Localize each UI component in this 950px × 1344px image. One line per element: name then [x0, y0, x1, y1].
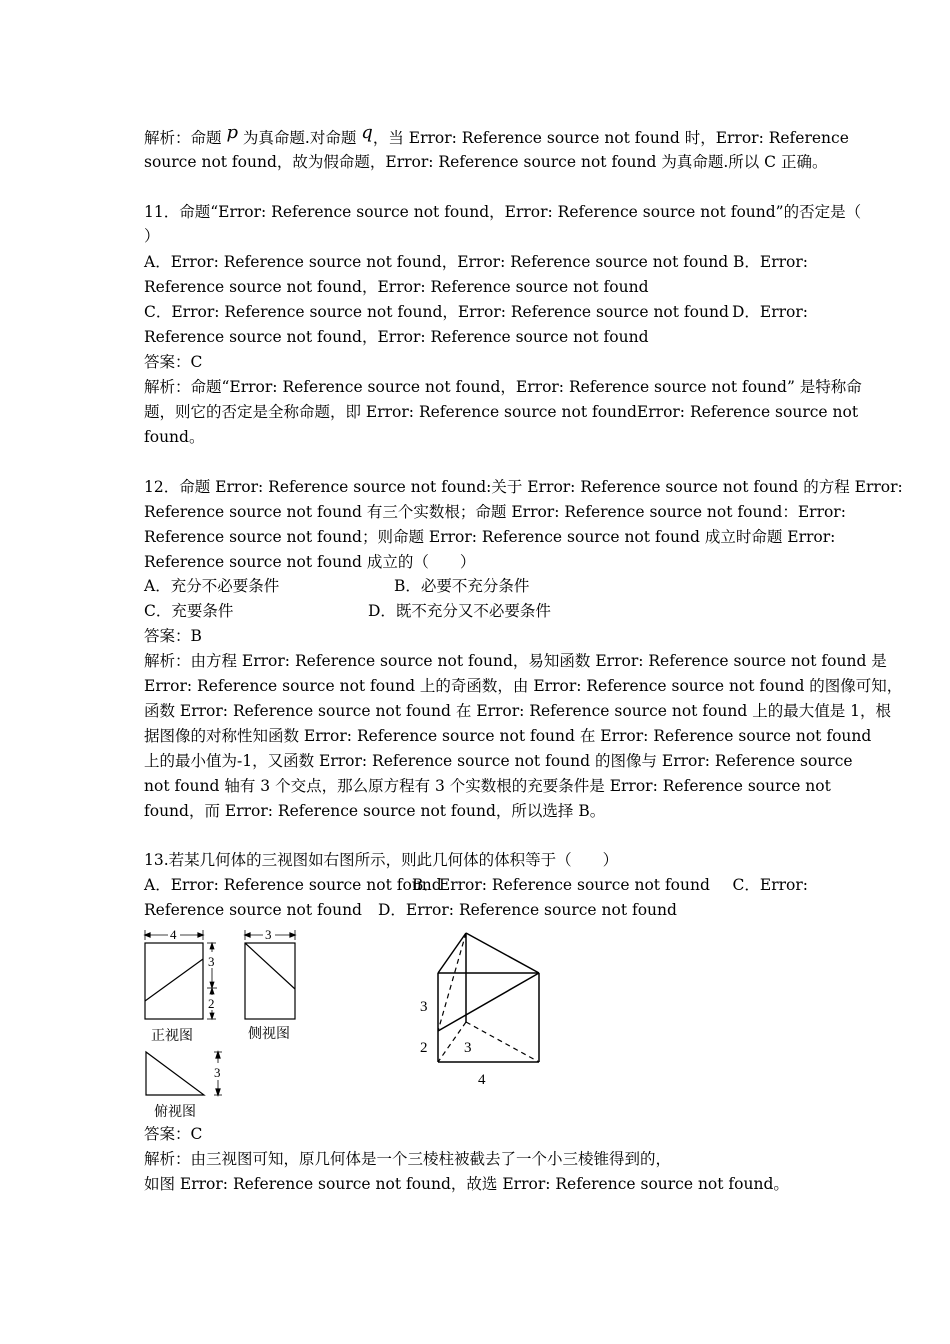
- q12-option-c: C．充要条件: [144, 602, 234, 620]
- solid-label-2-left: 2: [420, 1040, 428, 1056]
- q13-stem: 13.若某几何体的三视图如右图所示，则此几何体的体积等于（ ）: [144, 851, 619, 869]
- q12-analysis-5: 上的最小值为-1，又函数 Error: Reference source not found 的图像与 Error: Reference source: [144, 752, 853, 770]
- q10-analysis-line2: source not found，故为假命题，Error: Reference source not found 为真命题.所以 C 正确。: [144, 153, 828, 171]
- q13-options-cd: [144, 900, 808, 920]
- q13-option-b: B．Error: Reference source not found: [412, 876, 710, 894]
- q12-option-a: A．充分不必要条件: [144, 577, 280, 595]
- top-view: [146, 1052, 222, 1095]
- q12-options-cd: [144, 601, 808, 621]
- q13-option-c-tail: Reference source not found: [144, 901, 362, 919]
- q11-option-d-tail: Reference source not found，Error: Reference source not found: [144, 328, 649, 346]
- front-width-label: 4: [170, 927, 177, 942]
- q12-option-b: B．必要不充分条件: [394, 577, 530, 595]
- front-view-label: 正视图: [151, 1029, 193, 1044]
- side-view-rect: [245, 943, 295, 1019]
- q12-stem-3: Reference source not found；则命题 Error: Reference source not found 成立时命题 Error:: [144, 528, 836, 546]
- q13-analysis-2: 如图 Error: Reference source not found，故选 Error: Reference source not found。: [144, 1175, 789, 1193]
- q11-analysis-2: 题，则它的否定是全称命题，即 Error: Reference source not foundError: Reference source not: [144, 403, 859, 421]
- variable-p: p: [226, 122, 238, 143]
- solid-label-3-left: 3: [420, 999, 428, 1015]
- solid-figure: [412, 925, 552, 1090]
- q11-stem-end: ）: [144, 227, 160, 245]
- q12-option-d: D．既不充分又不必要条件: [368, 602, 551, 620]
- q10-analysis-text: 为真命题.对命题: [242, 129, 357, 147]
- q11-options-cd: [144, 302, 808, 322]
- q11-analysis-1: 解析：命题“Error: Reference source not found，Error: Reference source not found” 是特称命: [144, 378, 862, 396]
- q12-analysis-4: 据图像的对称性知函数 Error: Reference source not found 在 Error: Reference source not found: [144, 727, 872, 745]
- front-view-diagonal: [145, 959, 203, 1001]
- side-view-label: 侧视图: [248, 1027, 290, 1042]
- side-width-label: 3: [265, 927, 272, 942]
- q12-stem-2: Reference source not found 有三个实数根；命题 Error: Reference source not found：Error:: [144, 503, 846, 521]
- q10-analysis-text: 解析：命题: [144, 129, 222, 147]
- solid-label-3-inner: 3: [464, 1040, 472, 1056]
- side-view: [245, 930, 295, 1019]
- top-view-label: 俯视图: [154, 1105, 196, 1120]
- q12-stem-1: 12．命题 Error: Reference source not found:关于 Error: Reference source not found 的方程 Error:: [144, 478, 903, 496]
- height-upper-label: 3: [208, 954, 215, 969]
- q13-analysis-1: 解析：由三视图可知，原几何体是一个三棱柱被截去了一个小三棱锥得到的，: [144, 1150, 672, 1168]
- q13-option-c: C．Error:: [732, 876, 808, 894]
- top-view-triangle: [146, 1052, 204, 1095]
- side-view-diagonal: [245, 943, 295, 989]
- q12-options-ab: [144, 576, 808, 596]
- q12-stem-4: Reference source not found 成立的（ ）: [144, 553, 476, 571]
- q11-option-c: C．Error: Reference source not found，Error: Reference source not found: [144, 303, 729, 321]
- q11-option-b-tail: Reference source not found，Error: Reference source not found: [144, 278, 649, 296]
- q11-analysis-3: found。: [144, 428, 205, 446]
- q11-answer: 答案：C: [144, 353, 203, 371]
- q12-analysis-2: Error: Reference source not found 上的奇函数，由 Error: Reference source not found 的图像可知，: [144, 677, 903, 695]
- q13-answer: 答案：C: [144, 1125, 203, 1143]
- q11-option-b: B．Error:: [733, 253, 808, 271]
- front-view-rect: [145, 943, 203, 1019]
- variable-q: q: [361, 122, 373, 143]
- q10-analysis-line1: [144, 122, 849, 148]
- q11-option-a: A．Error: Reference source not found，Error: Reference source not found: [144, 253, 729, 271]
- height-lower-label: 2: [208, 996, 215, 1011]
- q13-option-d: D．Error: Reference source not found: [378, 901, 677, 919]
- q12-analysis-3: 函数 Error: Reference source not found 在 Error: Reference source not found 上的最大值是 1，根: [144, 702, 892, 720]
- solid-label-4-bottom: 4: [478, 1072, 486, 1088]
- top-depth-label: 3: [214, 1065, 221, 1080]
- three-view-figure: [138, 922, 308, 1118]
- front-view: [145, 930, 203, 1019]
- q12-analysis-1: 解析：由方程 Error: Reference source not found，易知函数 Error: Reference source not found 是: [144, 652, 887, 670]
- q13-options-abc: [144, 875, 808, 895]
- q12-analysis-7: found，而 Error: Reference source not found，所以选择 B。: [144, 802, 606, 820]
- q12-analysis-6: not found 轴有 3 个交点，那么原方程有 3 个实数根的充要条件是 Error: Reference source not: [144, 777, 831, 795]
- q11-stem: 11．命题“Error: Reference source not found，Error: Reference source not found”的否定是（: [144, 203, 862, 221]
- q11-option-d: D．Error:: [731, 303, 808, 321]
- q10-analysis-text: ，当 Error: Reference source not found 时，Error: Reference: [372, 129, 849, 147]
- q12-answer: 答案：B: [144, 627, 202, 645]
- solid-prism: [438, 933, 539, 1062]
- q13-option-a: A．Error: Reference source not found: [144, 876, 442, 894]
- q11-options-ab: [144, 252, 808, 272]
